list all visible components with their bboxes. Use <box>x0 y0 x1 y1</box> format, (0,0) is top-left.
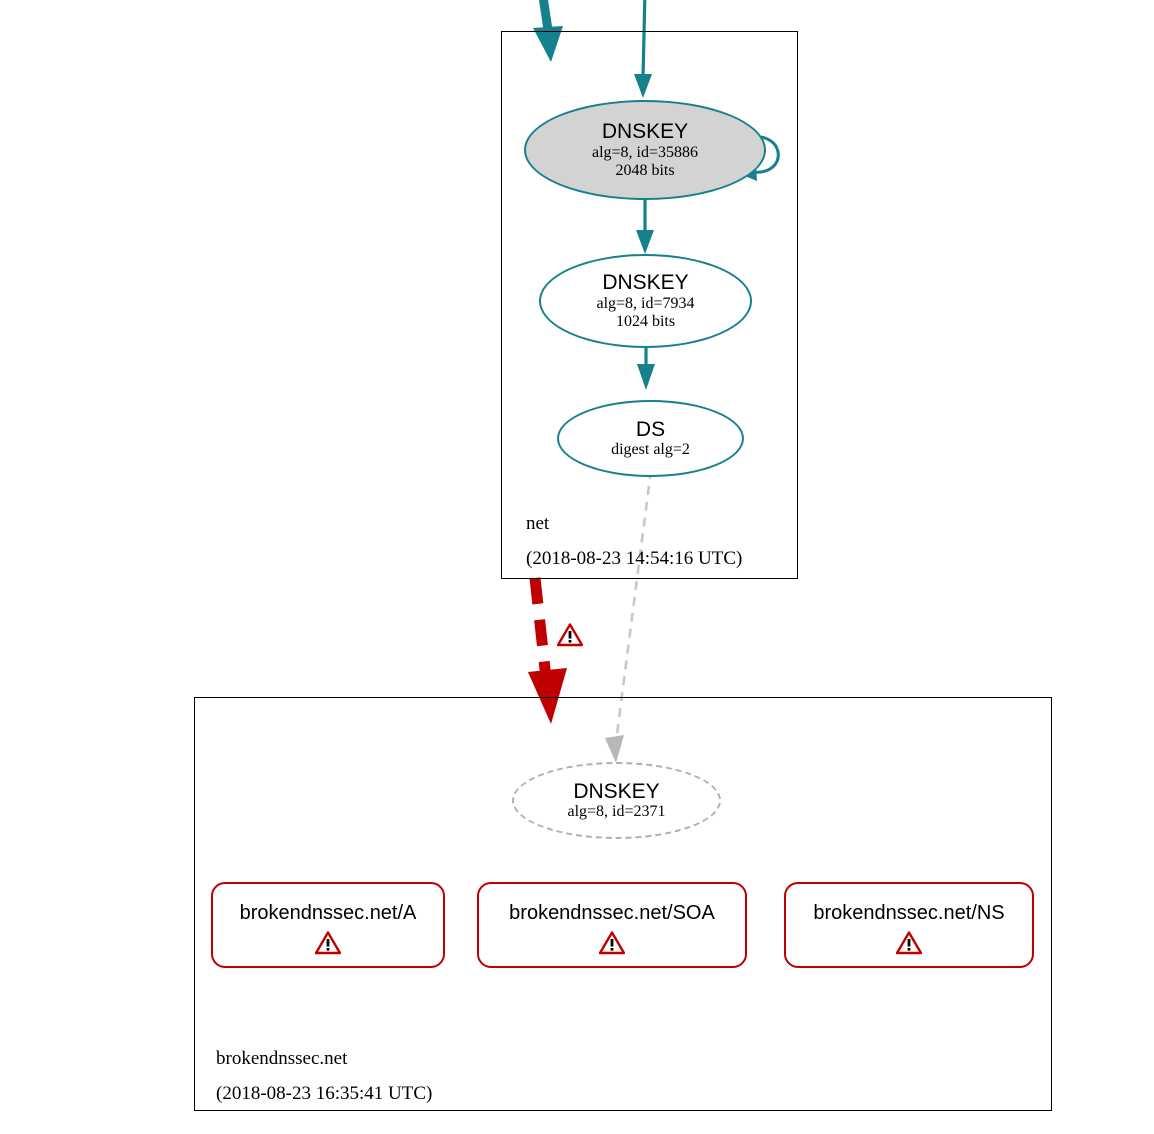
zone-label-net: net <box>526 513 550 534</box>
node-detail-alg: alg=8, id=2371 <box>567 803 666 821</box>
warning-icon-rrset-soa <box>599 931 625 955</box>
zone-timestamp-net: (2018-08-23 14:54:16 UTC) <box>526 548 743 569</box>
node-detail-alg: alg=8, id=7934 <box>596 294 695 312</box>
node-ds[interactable] <box>557 400 744 477</box>
rrset-label: brokendnssec.net/A <box>239 901 417 924</box>
node-detail-size: 2048 bits <box>615 161 675 179</box>
zone-timestamp-brokendnssec: (2018-08-23 16:35:41 UTC) <box>216 1083 433 1104</box>
rrset-brokendnssec-ns[interactable] <box>784 882 1034 968</box>
warning-icon-rrset-a <box>315 931 341 955</box>
warning-icon-delegation <box>557 623 583 647</box>
rrset-label: brokendnssec.net/SOA <box>509 901 715 924</box>
node-detail-size: 1024 bits <box>615 312 676 330</box>
zone-label-brokendnssec: brokendnssec.net <box>216 1048 348 1069</box>
node-title: DNSKEY <box>601 120 689 144</box>
warning-icon-rrset-ns <box>896 931 922 955</box>
node-dnskey-7934[interactable] <box>539 254 752 348</box>
node-title: DNSKEY <box>602 271 689 295</box>
node-title: DS <box>635 417 666 441</box>
node-detail-digest: digest alg=2 <box>611 441 690 459</box>
rrset-brokendnssec-soa[interactable] <box>477 882 747 968</box>
node-dnskey-2371[interactable] <box>512 762 721 839</box>
rrset-brokendnssec-a[interactable] <box>211 882 445 968</box>
node-dnskey-35886[interactable] <box>524 100 766 200</box>
node-title: DNSKEY <box>573 779 660 803</box>
rrset-label: brokendnssec.net/NS <box>813 901 1005 924</box>
node-detail-alg: alg=8, id=35886 <box>591 143 699 161</box>
